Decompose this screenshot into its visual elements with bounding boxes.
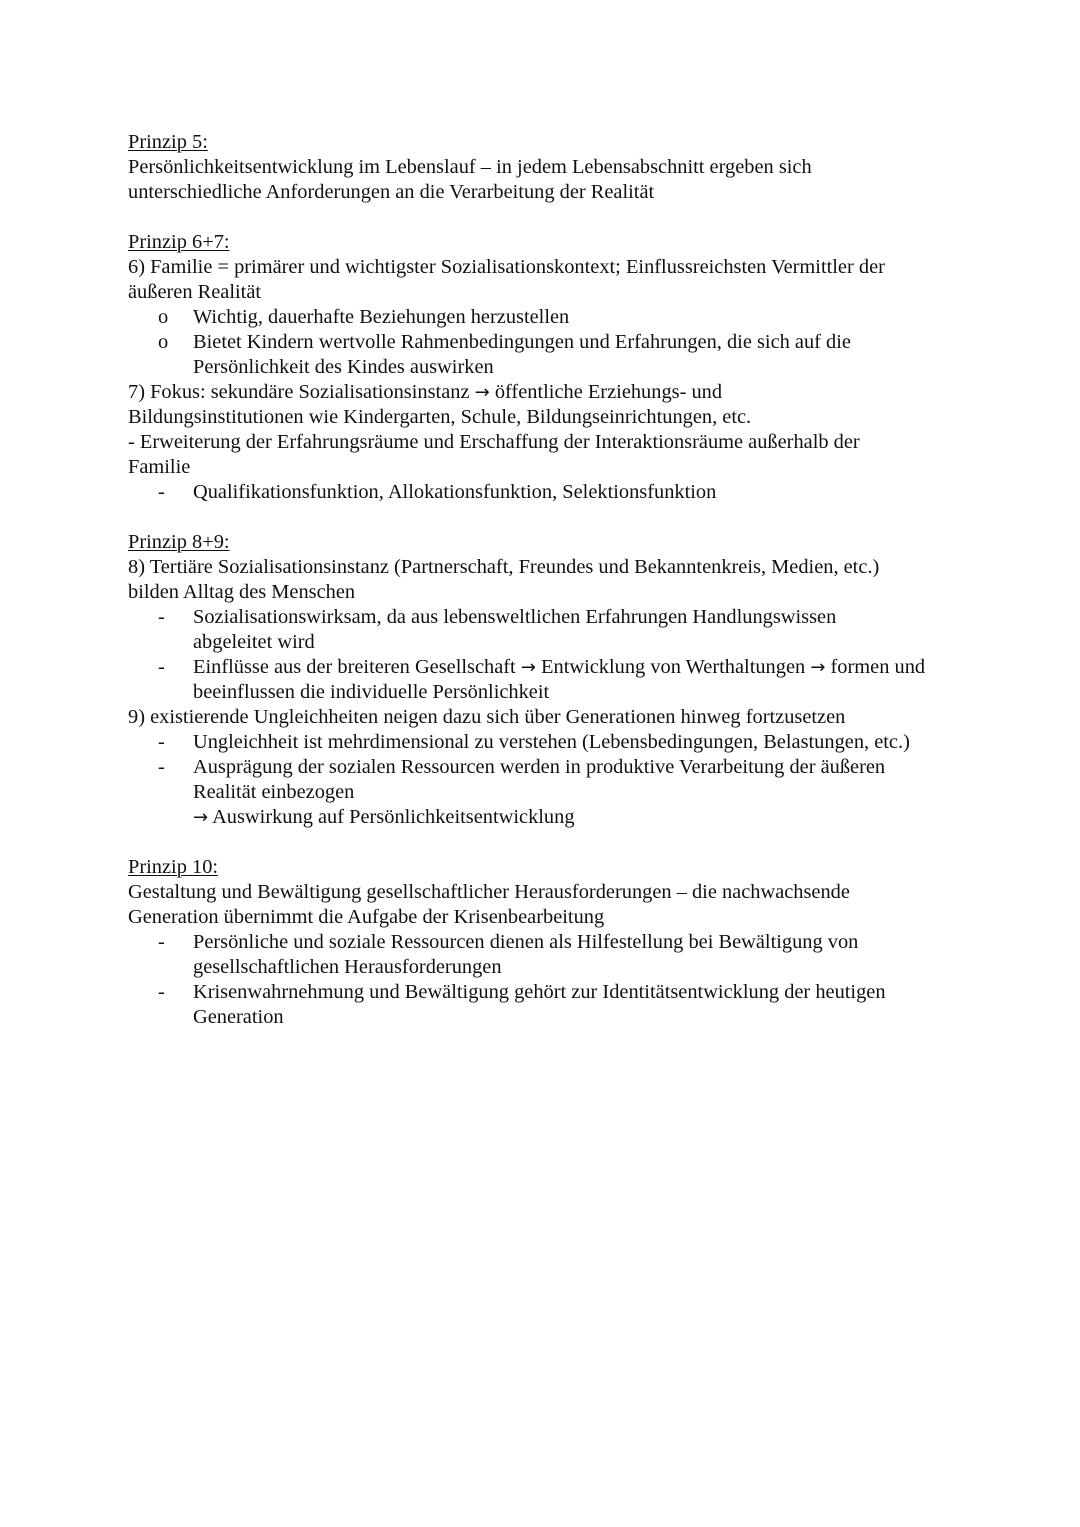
- text-line: 9) existierende Ungleichheiten neigen dazu sich über Generationen hinweg fortzusetzen: [128, 706, 846, 728]
- list-item-text: Sozialisationswirksam, da aus lebensweltlichen Erfahrungen Handlungswissen abgeleitet wird: [193, 606, 837, 653]
- text-fragment: öffentliche Erziehungs- und: [494, 381, 723, 403]
- section-heading: Prinzip 6+7:: [128, 231, 230, 253]
- list-item: [128, 655, 968, 705]
- text-fragment: Auswirkung auf Persönlichkeitsentwicklung: [212, 806, 575, 828]
- list-item: [128, 605, 968, 655]
- text-line: [128, 805, 968, 830]
- section-heading: Prinzip 8+9:: [128, 531, 230, 553]
- list-item: [128, 980, 968, 1030]
- list-item-text: [193, 655, 968, 705]
- text-fragment: Entwicklung von Werthaltungen: [541, 656, 806, 678]
- arrow-right-icon: →: [193, 807, 209, 828]
- list-item-text: Persönliche und soziale Ressourcen dienen als Hilfestellung bei Bewältigung von gesellschaftlichen Herausforderungen: [193, 931, 859, 978]
- text-line: Bildungsinstitutionen wie Kindergarten, Schule, Bildungseinrichtungen, etc.: [128, 406, 752, 428]
- list-item: [128, 480, 968, 505]
- section-text: Gestaltung und Bewältigung gesellschaftlicher Herausforderungen – die nachwachsende Generation übernimmt die Aufgabe der Krisenbearbeitung: [128, 881, 850, 928]
- text-line: [128, 380, 968, 405]
- arrow-right-icon: →: [474, 382, 490, 403]
- list-item: [128, 755, 968, 805]
- section-heading: Prinzip 5:: [128, 131, 208, 153]
- text-line: äußeren Realität: [128, 281, 262, 303]
- dash-bullet-icon: -: [158, 981, 165, 1003]
- list-item-text: Bietet Kindern wertvolle Rahmenbedingungen und Erfahrungen, die sich auf die Persönlichkeit des Kindes auswirken: [193, 331, 851, 378]
- list-item: [128, 730, 968, 755]
- text-line: bilden Alltag des Menschen: [128, 581, 356, 603]
- dash-bullet-icon: -: [158, 931, 165, 953]
- dash-bullet-icon: -: [158, 756, 165, 778]
- list-item-text: Ausprägung der sozialen Ressourcen werden in produktive Verarbeitung der äußeren Realität einbezogen: [193, 756, 886, 803]
- circle-bullet-icon: o: [158, 331, 169, 353]
- text-fragment: formen und beeinflussen die individuelle Persönlichkeit: [193, 656, 926, 703]
- document-page: [128, 130, 968, 1030]
- dash-bullet-icon: -: [158, 656, 165, 678]
- section-prinzip-6-7: [128, 230, 968, 505]
- list-item: [128, 930, 968, 980]
- section-prinzip-8-9: [128, 530, 968, 830]
- section-heading: Prinzip 10:: [128, 856, 219, 878]
- list-item-text: Qualifikationsfunktion, Allokationsfunktion, Selektionsfunktion: [193, 481, 717, 503]
- list-item: [128, 330, 968, 380]
- list-item: [128, 305, 968, 330]
- dash-bullet-icon: -: [158, 481, 165, 503]
- text-line: Familie: [128, 456, 191, 478]
- text-line: 6) Familie = primärer und wichtigster Sozialisationskontext; Einflussreichsten Vermittler der: [128, 256, 885, 278]
- list-item-text: Krisenwahrnehmung und Bewältigung gehört zur Identitätsentwicklung der heutigen Generation: [193, 981, 886, 1028]
- arrow-right-icon: →: [810, 657, 826, 678]
- dash-bullet-icon: -: [158, 731, 165, 753]
- section-prinzip-10: [128, 855, 968, 1030]
- list-item-text: Ungleichheit ist mehrdimensional zu verstehen (Lebensbedingungen, Belastungen, etc.): [193, 731, 910, 753]
- text-line: 8) Tertiäre Sozialisationsinstanz (Partnerschaft, Freundes und Bekanntenkreis, Medien, etc.): [128, 556, 880, 578]
- section-prinzip-5: [128, 130, 968, 205]
- text-fragment: Einflüsse aus der breiteren Gesellschaft: [193, 656, 516, 678]
- dash-bullet-icon: -: [158, 606, 165, 628]
- text-fragment: 7) Fokus: sekundäre Sozialisationsinstanz: [128, 381, 470, 403]
- arrow-right-icon: →: [520, 657, 536, 678]
- list-item-text: Wichtig, dauerhafte Beziehungen herzustellen: [193, 306, 570, 328]
- section-text: Persönlichkeitsentwicklung im Lebenslauf – in jedem Lebensabschnitt ergeben sich unterschiedliche Anforderungen an die Verarbeitung der Realität: [128, 156, 812, 203]
- text-line: - Erweiterung der Erfahrungsräume und Erschaffung der Interaktionsräume außerhalb der: [128, 431, 860, 453]
- circle-bullet-icon: o: [158, 306, 169, 328]
